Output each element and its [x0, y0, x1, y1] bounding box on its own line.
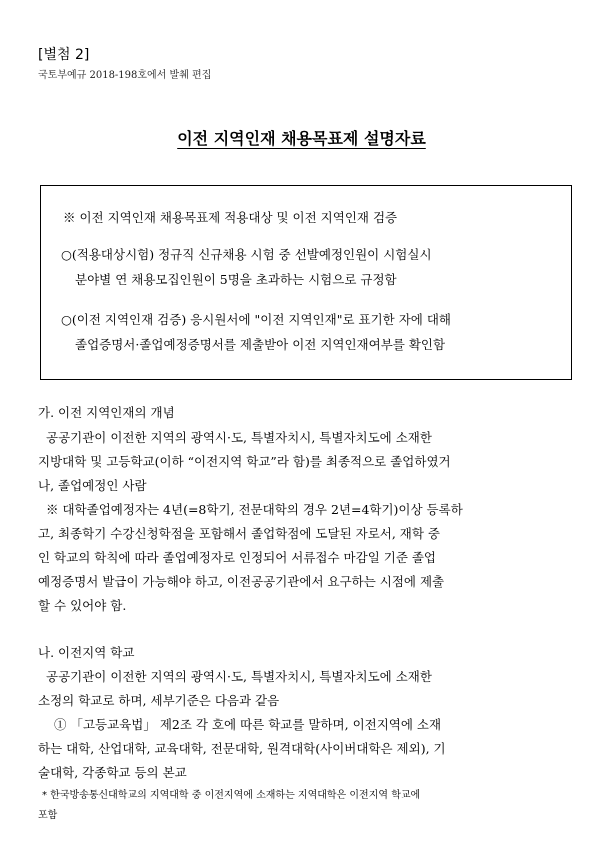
box-item2-line2: 졸업증명서·졸업예정증명서를 제출받아 이전 지역인재여부를 확인함 — [75, 337, 446, 352]
section-ga-para-line3: 나, 졸업예정인 사람 — [38, 478, 147, 493]
document-title — [0, 126, 603, 149]
section-na-para-line2: 소정의 학교로 하며, 세부기준은 다음과 같음 — [38, 693, 280, 708]
box-heading: ※ 이전 지역인재 채용목표제 적용대상 및 이전 지역인재 검증 — [63, 210, 398, 225]
attachment-label: [별첨 2] — [38, 47, 90, 63]
section-ga-note-line5: 할 수 있어야 함. — [38, 598, 127, 613]
summary-box — [40, 185, 572, 380]
section-na-item1-line2: 하는 대학, 산업대학, 교육대학, 전문대학, 원격대학(사이버대학은 제외), 기 — [38, 741, 446, 756]
footnote-line2: 포함 — [38, 810, 58, 821]
box-item2-line1: ○(이전 지역인재 검증) 응시원서에 "이전 지역인재"로 표기한 자에 대해 — [61, 312, 451, 327]
source-note: 국토부예규 2018-198호에서 발췌 편집 — [38, 70, 212, 81]
section-ga-note-line2: 고, 최종학기 수강신청학점을 포함해서 졸업학점에 도달된 자로서, 재학 중 — [38, 526, 440, 541]
section-na-heading: 나. 이전지역 학교 — [38, 645, 135, 660]
document-title-text: 이전 지역인재 채용목표제 설명자료 — [177, 129, 426, 148]
section-na-para-line1: 공공기관이 이전한 지역의 광역시·도, 특별자치시, 특별자치도에 소재한 — [46, 669, 432, 684]
section-ga-heading: 가. 이전 지역인재의 개념 — [38, 405, 175, 420]
section-ga-para-line1: 공공기관이 이전한 지역의 광역시·도, 특별자치시, 특별자치도에 소재한 — [46, 430, 432, 445]
box-item1-line2: 분야별 연 채용모집인원이 5명을 초과하는 시험으로 규정함 — [75, 272, 397, 287]
section-ga-note-line3: 인 학교의 학칙에 따라 졸업예정자로 인정되어 서류접수 마감일 기준 졸업 — [38, 550, 437, 565]
box-item1-line1: ○(적용대상시험) 정규직 신규채용 시험 중 선발예정인원이 시험실시 — [61, 247, 432, 262]
section-na-item1-line3: 술대학, 각종학교 등의 본교 — [38, 765, 187, 780]
section-na-item1-line1: ① 「고등교육법」 제2조 각 호에 따른 학교를 말하며, 이전지역에 소재 — [54, 717, 442, 732]
section-ga-note-line4: 예정증명서 발급이 가능해야 하고, 이전공공기관에서 요구하는 시점에 제출 — [38, 574, 445, 589]
section-ga-note-line1: ※ 대학졸업예정자는 4년(=8학기, 전문대학의 경우 2년=4학기)이상 등록하 — [46, 502, 463, 517]
footnote-line1: * 한국방송통신대학교의 지역대학 중 이전지역에 소재하는 지역대학은 이전지역 학교에 — [42, 790, 421, 801]
section-ga-para-line2: 지방대학 및 고등학교(이하 “이전지역 학교”라 함)를 최종적으로 졸업하였거 — [38, 454, 451, 469]
